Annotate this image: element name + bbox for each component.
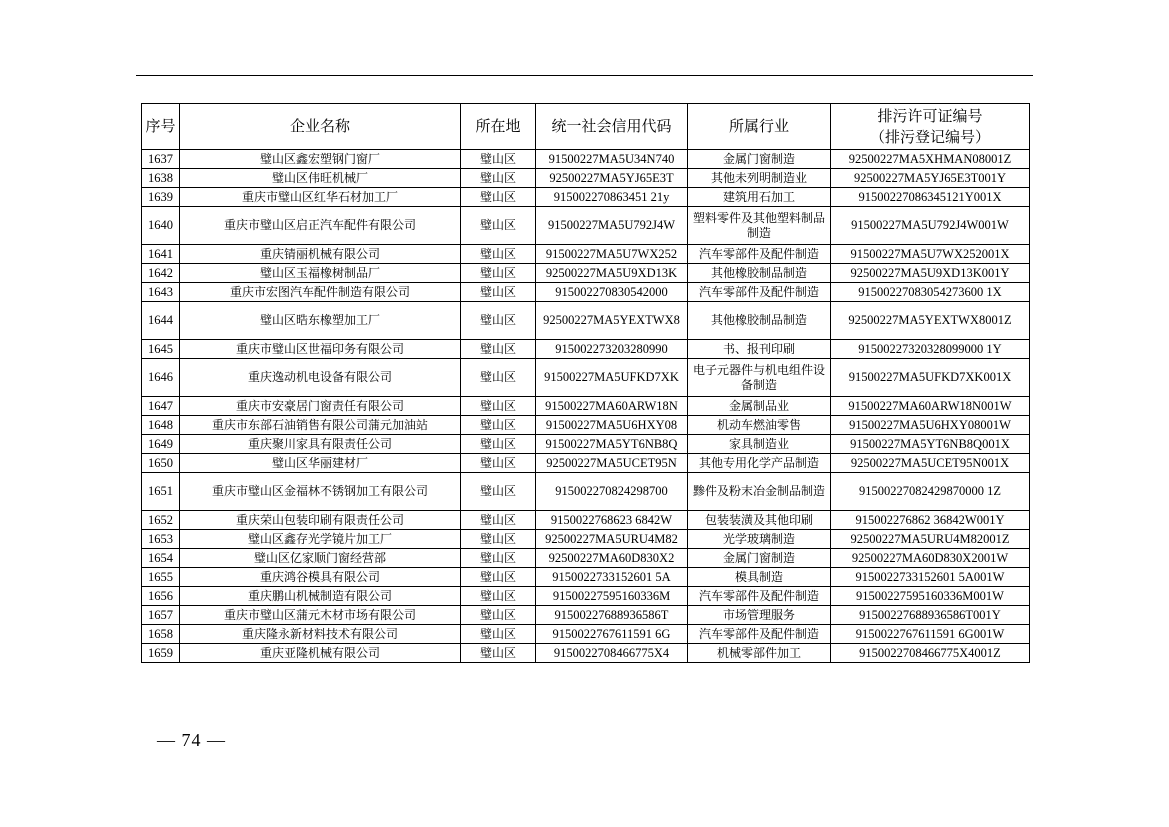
cell-seq: 1648 [142, 416, 180, 435]
cell-name: 重庆鸿谷模具有限公司 [180, 568, 461, 587]
table-row [142, 587, 1030, 606]
header-location: 所在地 [461, 104, 536, 150]
header-seq: 序号 [142, 104, 180, 150]
cell-location: 璧山区 [461, 207, 536, 245]
cell-industry: 建筑用石加工 [688, 188, 831, 207]
cell-name: 重庆市璧山区金福林不锈钢加工有限公司 [180, 473, 461, 511]
cell-seq: 1656 [142, 587, 180, 606]
cell-name: 重庆市璧山区红华石材加工厂 [180, 188, 461, 207]
cell-seq: 1653 [142, 530, 180, 549]
cell-location: 璧山区 [461, 568, 536, 587]
enterprise-table [141, 103, 1030, 663]
cell-seq: 1641 [142, 245, 180, 264]
cell-credit-code: 915002273203280990 [536, 340, 688, 359]
cell-credit-code: 91500227688936586T [536, 606, 688, 625]
cell-location: 璧山区 [461, 302, 536, 340]
cell-permit: 91500227MA60ARW18N001W [831, 397, 1030, 416]
table-body [142, 150, 1030, 663]
cell-permit: 91500227MA5YT6NB8Q001X [831, 435, 1030, 454]
cell-seq: 1640 [142, 207, 180, 245]
cell-seq: 1645 [142, 340, 180, 359]
cell-industry: 金属门窗制造 [688, 549, 831, 568]
cell-credit-code: 92500227MA5URU4M82 [536, 530, 688, 549]
cell-industry: 家具制造业 [688, 435, 831, 454]
cell-permit: 92500227MA5YJ65E3T001Y [831, 169, 1030, 188]
cell-industry: 机动车燃油零售 [688, 416, 831, 435]
cell-name: 重庆荣山包装印刷有限责任公司 [180, 511, 461, 530]
cell-name: 重庆锖丽机械有限公司 [180, 245, 461, 264]
cell-permit: 91500227086345121Y001X [831, 188, 1030, 207]
cell-permit: 91500227083054273600 1X [831, 283, 1030, 302]
cell-credit-code: 91500227MA60ARW18N [536, 397, 688, 416]
cell-name: 重庆鹏山机械制造有限公司 [180, 587, 461, 606]
cell-permit: 91500227688936586T001Y [831, 606, 1030, 625]
cell-industry: 汽车零部件及配件制造 [688, 283, 831, 302]
cell-industry: 其他橡胶制品制造 [688, 264, 831, 283]
cell-credit-code: 9150022733152601 5A [536, 568, 688, 587]
cell-permit: 9150022708466775X4001Z [831, 644, 1030, 663]
cell-industry: 汽车零部件及配件制造 [688, 245, 831, 264]
cell-location: 璧山区 [461, 530, 536, 549]
cell-credit-code: 91500227MA5UFKD7XK [536, 359, 688, 397]
cell-permit: 9150022767611591 6G001W [831, 625, 1030, 644]
cell-industry: 黪件及粉末冶金制品制造 [688, 473, 831, 511]
page-number: — 74 — [157, 730, 226, 750]
cell-name: 璧山区玉福橡树制品厂 [180, 264, 461, 283]
cell-name: 璧山区华丽建材厂 [180, 454, 461, 473]
cell-name: 重庆逸动机电设备有限公司 [180, 359, 461, 397]
table-row [142, 568, 1030, 587]
cell-location: 璧山区 [461, 511, 536, 530]
cell-location: 璧山区 [461, 644, 536, 663]
table-row [142, 644, 1030, 663]
cell-name: 重庆聚川家具有限责任公司 [180, 435, 461, 454]
cell-industry: 电子元器件与机电组件设备制造 [688, 359, 831, 397]
cell-seq: 1638 [142, 169, 180, 188]
cell-location: 璧山区 [461, 188, 536, 207]
cell-seq: 1655 [142, 568, 180, 587]
cell-permit: 92500227MA5XHMAN08001Z [831, 150, 1030, 169]
header-credit-code: 统一社会信用代码 [536, 104, 688, 150]
cell-seq: 1643 [142, 283, 180, 302]
table-row [142, 302, 1030, 340]
cell-seq: 1642 [142, 264, 180, 283]
cell-credit-code: 91500227MA5U7WX252 [536, 245, 688, 264]
cell-credit-code: 91500227MA5U792J4W [536, 207, 688, 245]
cell-seq: 1639 [142, 188, 180, 207]
cell-industry: 模具制造 [688, 568, 831, 587]
cell-credit-code: 92500227MA60D830X2 [536, 549, 688, 568]
cell-permit: 91500227MA5U7WX252001X [831, 245, 1030, 264]
cell-credit-code: 9150022768623 6842W [536, 511, 688, 530]
cell-industry: 机械零部件加工 [688, 644, 831, 663]
cell-seq: 1659 [142, 644, 180, 663]
cell-name: 重庆市璧山区蒲元木材市场有限公司 [180, 606, 461, 625]
cell-permit: 91500227082429870000 1Z [831, 473, 1030, 511]
cell-seq: 1652 [142, 511, 180, 530]
cell-industry: 市场管理服务 [688, 606, 831, 625]
cell-credit-code: 915002270830542000 [536, 283, 688, 302]
cell-industry: 其他橡胶制品制造 [688, 302, 831, 340]
cell-permit: 91500227MA5U6HXY08001W [831, 416, 1030, 435]
cell-location: 璧山区 [461, 454, 536, 473]
cell-credit-code: 92500227MA5YEXTWX8 [536, 302, 688, 340]
header-permit [831, 104, 1030, 150]
cell-credit-code: 92500227MA5UCET95N [536, 454, 688, 473]
table-row [142, 454, 1030, 473]
cell-location: 璧山区 [461, 473, 536, 511]
cell-permit: 91500227595160336M001W [831, 587, 1030, 606]
cell-credit-code: 9150022708466775X4 [536, 644, 688, 663]
cell-permit: 92500227MA5URU4M82001Z [831, 530, 1030, 549]
cell-permit: 9150022733152601 5A001W [831, 568, 1030, 587]
header-permit-line2: （排污登记编号） [869, 127, 990, 146]
header-permit-line1: 排污许可证编号 [877, 106, 983, 125]
cell-location: 璧山区 [461, 549, 536, 568]
cell-seq: 1658 [142, 625, 180, 644]
cell-credit-code: 91500227MA5U6HXY08 [536, 416, 688, 435]
cell-name: 璧山区鑫宏塑钢门窗厂 [180, 150, 461, 169]
cell-seq: 1637 [142, 150, 180, 169]
cell-permit: 91500227MA5UFKD7XK001X [831, 359, 1030, 397]
cell-name: 重庆市安豪居门窗责任有限公司 [180, 397, 461, 416]
cell-industry: 书、报刊印刷 [688, 340, 831, 359]
cell-location: 璧山区 [461, 359, 536, 397]
cell-credit-code: 91500227595160336M [536, 587, 688, 606]
cell-credit-code: 915002270863451 21y [536, 188, 688, 207]
table-row [142, 359, 1030, 397]
table-row [142, 207, 1030, 245]
cell-location: 璧山区 [461, 150, 536, 169]
cell-location: 璧山区 [461, 606, 536, 625]
cell-industry: 汽车零部件及配件制造 [688, 625, 831, 644]
table-row [142, 625, 1030, 644]
cell-industry: 光学玻璃制造 [688, 530, 831, 549]
table-row [142, 606, 1030, 625]
cell-credit-code: 91500227MA5YT6NB8Q [536, 435, 688, 454]
cell-credit-code: 92500227MA5YJ65E3T [536, 169, 688, 188]
table-row [142, 245, 1030, 264]
cell-seq: 1657 [142, 606, 180, 625]
cell-location: 璧山区 [461, 264, 536, 283]
cell-seq: 1651 [142, 473, 180, 511]
cell-permit: 91500227MA5U792J4W001W [831, 207, 1030, 245]
cell-permit: 92500227MA5YEXTWX8001Z [831, 302, 1030, 340]
cell-credit-code: 92500227MA5U9XD13K [536, 264, 688, 283]
table-row [142, 397, 1030, 416]
cell-industry: 金属门窗制造 [688, 150, 831, 169]
table-row [142, 264, 1030, 283]
cell-industry: 包装装潢及其他印刷 [688, 511, 831, 530]
cell-name: 重庆亚隆机械有限公司 [180, 644, 461, 663]
cell-seq: 1649 [142, 435, 180, 454]
table-row [142, 511, 1030, 530]
cell-seq: 1654 [142, 549, 180, 568]
cell-name: 璧山区亿家顺门窗经营部 [180, 549, 461, 568]
cell-location: 璧山区 [461, 416, 536, 435]
cell-permit: 92500227MA60D830X2001W [831, 549, 1030, 568]
cell-name: 重庆市宏图汽车配件制造有限公司 [180, 283, 461, 302]
cell-industry: 汽车零部件及配件制造 [688, 587, 831, 606]
cell-seq: 1644 [142, 302, 180, 340]
table-row [142, 283, 1030, 302]
cell-seq: 1647 [142, 397, 180, 416]
table-row [142, 416, 1030, 435]
cell-seq: 1646 [142, 359, 180, 397]
cell-location: 璧山区 [461, 435, 536, 454]
cell-location: 璧山区 [461, 625, 536, 644]
table-row [142, 530, 1030, 549]
header-name: 企业名称 [180, 104, 461, 150]
cell-permit: 915002276862 36842W001Y [831, 511, 1030, 530]
table-row [142, 549, 1030, 568]
cell-name: 璧山区鑫存光学镜片加工厂 [180, 530, 461, 549]
cell-permit: 91500227320328099000 1Y [831, 340, 1030, 359]
cell-location: 璧山区 [461, 245, 536, 264]
table-row [142, 169, 1030, 188]
cell-credit-code: 9150022767611591 6G [536, 625, 688, 644]
table-row [142, 340, 1030, 359]
cell-permit: 92500227MA5UCET95N001X [831, 454, 1030, 473]
table-row [142, 473, 1030, 511]
header-industry: 所属行业 [688, 104, 831, 150]
cell-industry: 其他专用化学产品制造 [688, 454, 831, 473]
cell-name: 璧山区晧东橡塑加工厂 [180, 302, 461, 340]
table-row [142, 150, 1030, 169]
cell-industry: 塑料零件及其他塑料制品制造 [688, 207, 831, 245]
cell-location: 璧山区 [461, 397, 536, 416]
cell-industry: 金属制品业 [688, 397, 831, 416]
cell-name: 重庆市璧山区世福印务有限公司 [180, 340, 461, 359]
cell-industry: 其他未列明制造业 [688, 169, 831, 188]
cell-permit: 92500227MA5U9XD13K001Y [831, 264, 1030, 283]
cell-credit-code: 91500227MA5U34N740 [536, 150, 688, 169]
cell-location: 璧山区 [461, 283, 536, 302]
table-header [142, 104, 1030, 150]
cell-credit-code: 915002270824298700 [536, 473, 688, 511]
cell-name: 重庆隆永新材料技术有限公司 [180, 625, 461, 644]
cell-location: 璧山区 [461, 340, 536, 359]
cell-location: 璧山区 [461, 587, 536, 606]
table-row [142, 188, 1030, 207]
cell-name: 璧山区伟旺机械厂 [180, 169, 461, 188]
cell-name: 重庆市璧山区启正汽车配件有限公司 [180, 207, 461, 245]
table-row [142, 435, 1030, 454]
cell-location: 璧山区 [461, 169, 536, 188]
top-rule [136, 75, 1033, 76]
cell-name: 重庆市东部石油销售有限公司蒲元加油站 [180, 416, 461, 435]
cell-seq: 1650 [142, 454, 180, 473]
